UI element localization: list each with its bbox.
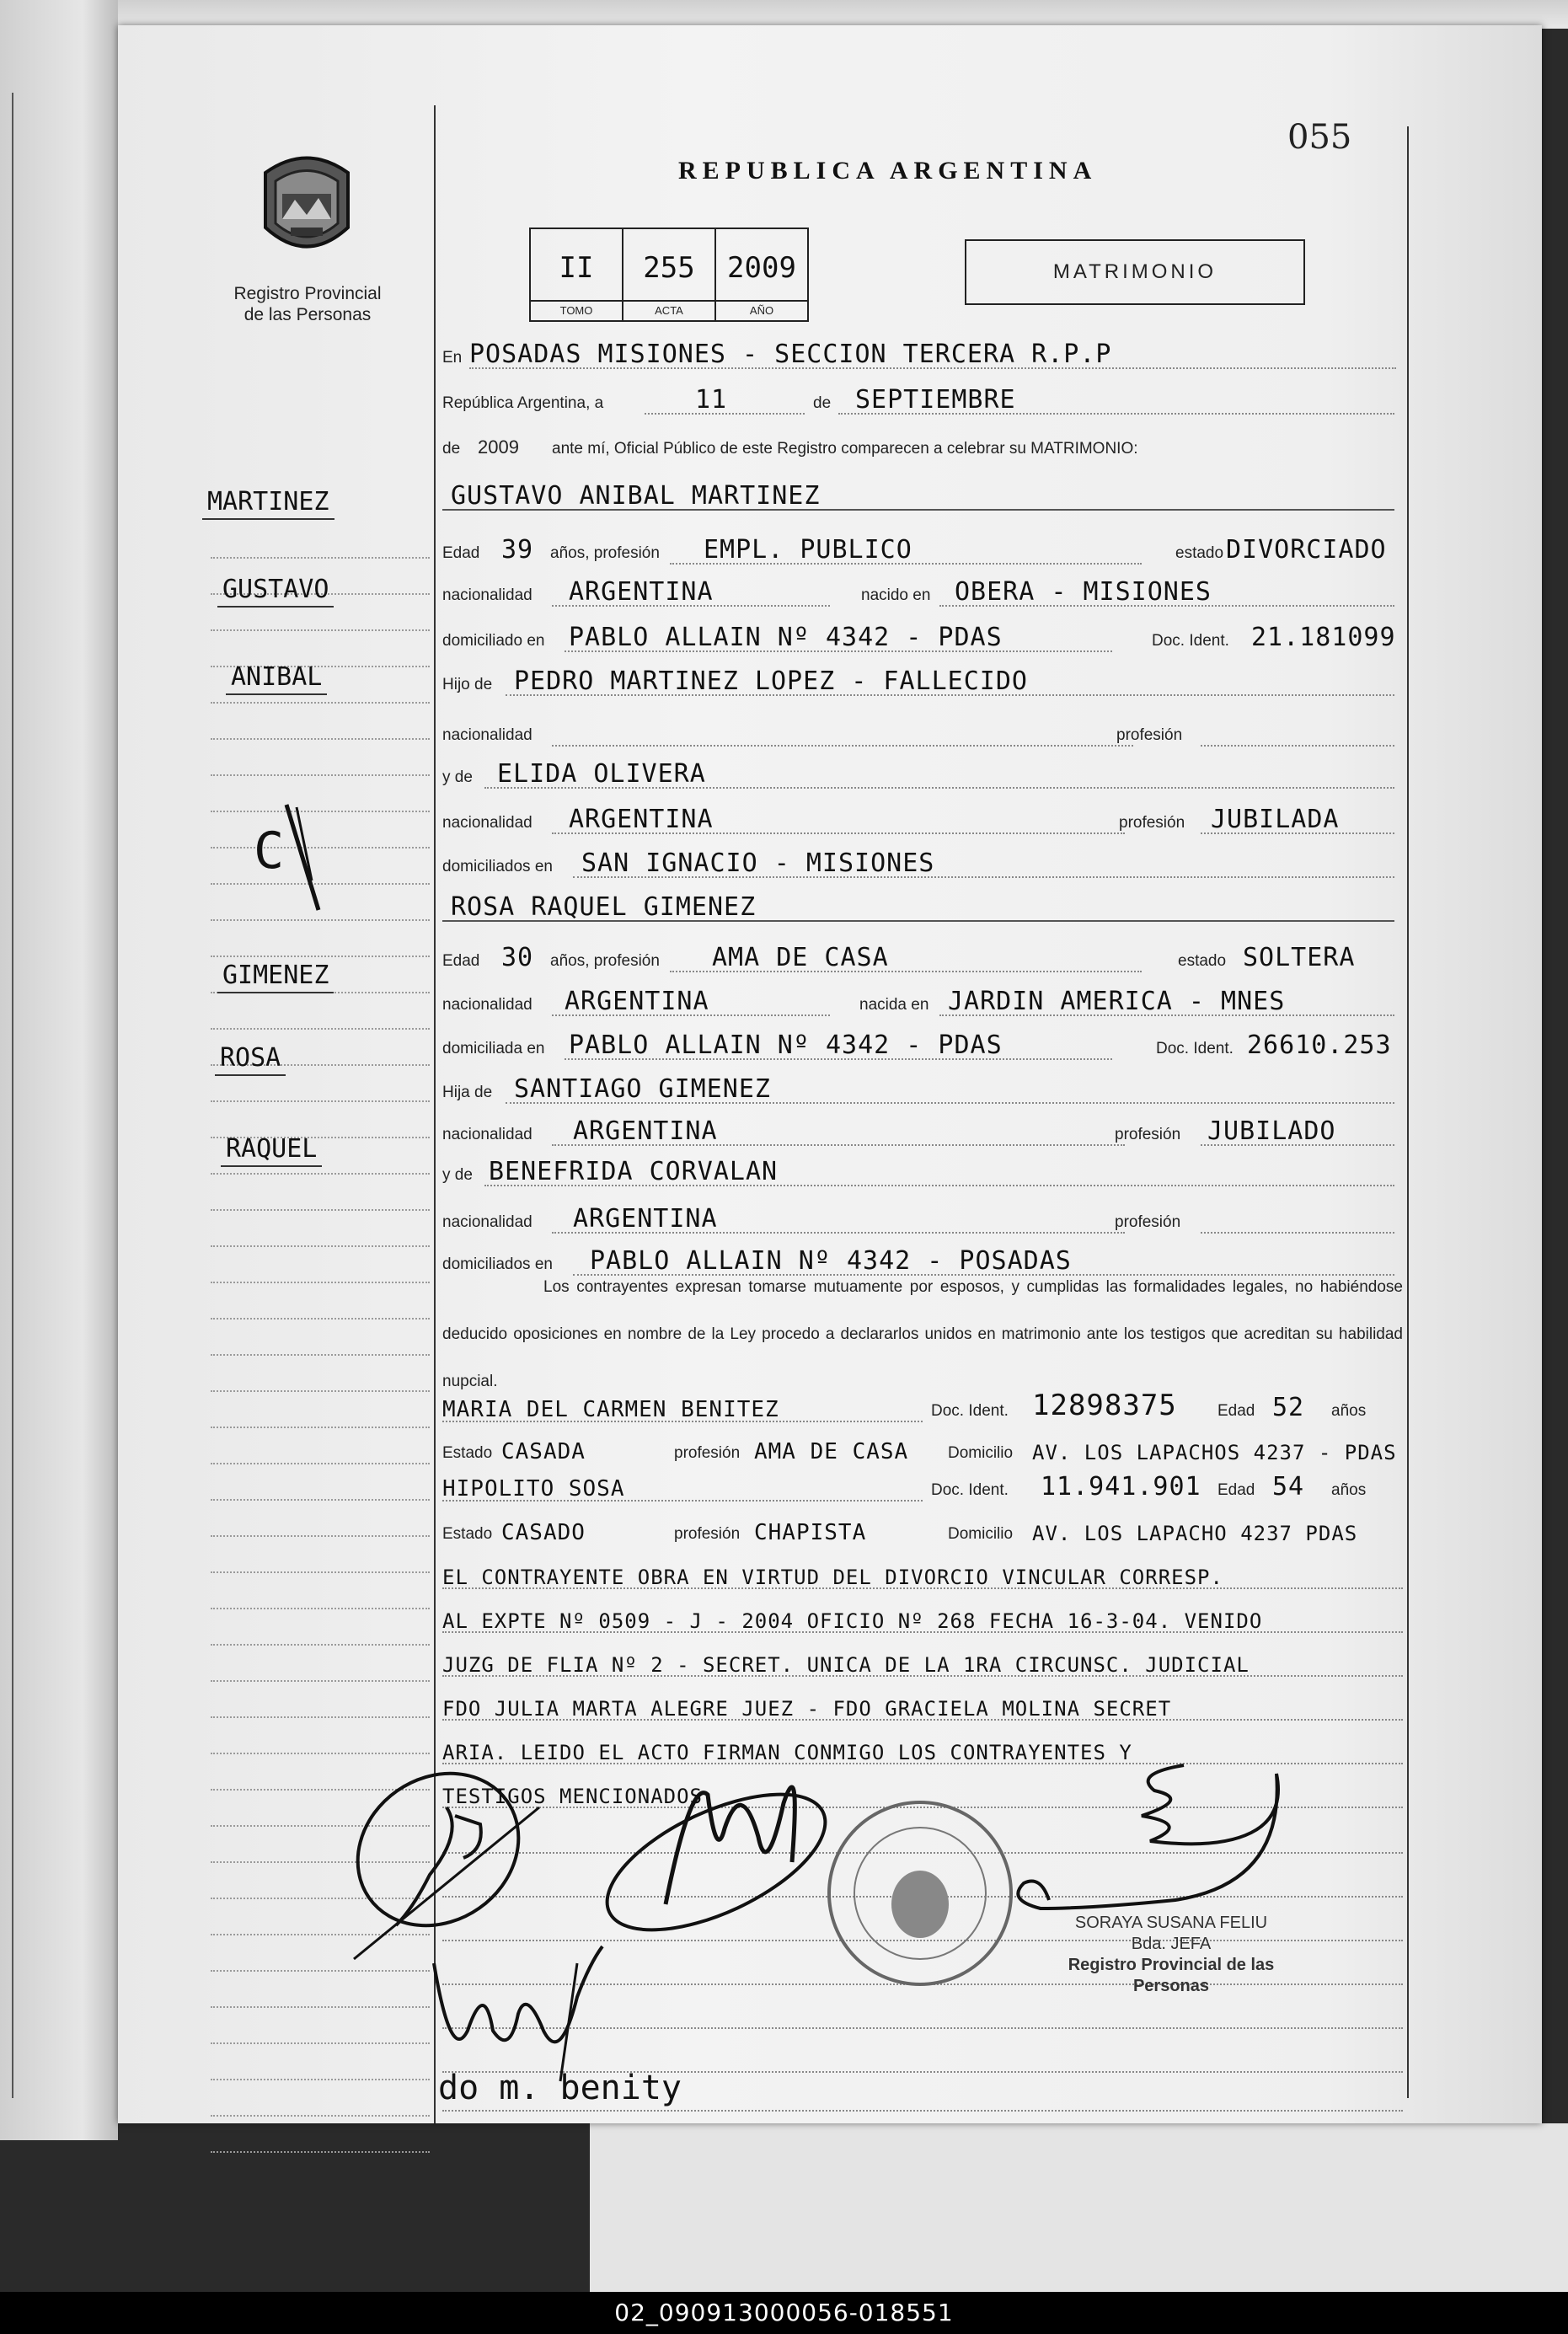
groom-doc-label: Doc. Ident. bbox=[1152, 632, 1229, 650]
bride-mother-nac: ARGENTINA bbox=[573, 1204, 718, 1234]
bride-nacida-label: nacida en bbox=[859, 996, 929, 1014]
official-stamp bbox=[1041, 1913, 1302, 1997]
margin-line bbox=[211, 1392, 430, 1428]
bride-profesion-label: años, profesión bbox=[550, 952, 660, 970]
note-line: TESTIGOS MENCIONADOS bbox=[442, 1775, 1403, 1812]
underlying-sheet bbox=[590, 2123, 1568, 2292]
record-number-box bbox=[531, 228, 809, 322]
witness2-row bbox=[442, 1468, 1403, 1505]
margin-line bbox=[211, 993, 430, 1030]
groom-hijo-label: Hijo de bbox=[442, 676, 493, 693]
witness2-edad-label: Edad bbox=[1217, 1481, 1255, 1499]
margin-line bbox=[211, 1718, 430, 1754]
date-year: 2009 bbox=[478, 436, 519, 458]
bride-parents-dom-label: domiciliados en bbox=[442, 1255, 553, 1273]
margin-line bbox=[211, 921, 430, 957]
groom-profesion-label: años, profesión bbox=[550, 544, 660, 562]
registry-label bbox=[211, 283, 404, 325]
year-de-label: de bbox=[442, 440, 461, 458]
place-row bbox=[442, 335, 1403, 372]
anio-value: 2009 bbox=[727, 251, 796, 285]
groom-parents-dom-label: domiciliados en bbox=[442, 858, 553, 875]
margin-bride-second: RAQUEL bbox=[221, 1134, 322, 1167]
right-border bbox=[1407, 126, 1409, 2098]
page-heading: REPUBLICA ARGENTINA bbox=[678, 157, 1098, 185]
bride-father-row bbox=[442, 1070, 1403, 1107]
bride-nacionalidad: ARGENTINA bbox=[565, 987, 709, 1016]
groom-edad-label: Edad bbox=[442, 544, 480, 562]
witness1-row bbox=[442, 1389, 1403, 1426]
bride-nacida: JARDIN AMERICA - MNES bbox=[948, 987, 1286, 1016]
provincial-seal-icon bbox=[257, 147, 356, 265]
bride-address-row bbox=[442, 1026, 1403, 1063]
act-type-box: MATRIMONIO bbox=[965, 239, 1305, 305]
bride-estado-label: estado bbox=[1178, 952, 1227, 970]
note-line: AL EXPTE Nº 0509 - J - 2004 OFICIO Nº 268 FECHA 16-3-04. VENIDO bbox=[442, 1599, 1403, 1636]
margin-line bbox=[211, 1283, 430, 1320]
witness1-estado: CASADA bbox=[501, 1439, 586, 1464]
margin-line bbox=[211, 2008, 430, 2044]
place-label: En bbox=[442, 349, 463, 367]
margin-line bbox=[211, 1102, 430, 1138]
margin-line bbox=[211, 1537, 430, 1573]
witness2-estado: CASADO bbox=[501, 1520, 586, 1545]
bride-name-row bbox=[442, 888, 1394, 925]
bride-hija-label: Hija de bbox=[442, 1084, 493, 1101]
groom-father-nationality-row bbox=[442, 713, 1403, 750]
bride-mother: BENEFRIDA CORVALAN bbox=[489, 1157, 779, 1186]
groom-mother-nac-label: nacionalidad bbox=[442, 814, 532, 832]
witness1-anios-label: años bbox=[1331, 1402, 1367, 1420]
margin-line bbox=[211, 2117, 430, 2153]
margin-line bbox=[211, 740, 430, 776]
margin-line bbox=[211, 1573, 430, 1609]
date-de-label: de bbox=[813, 394, 832, 412]
witness2-estado-label: Estado bbox=[442, 1525, 493, 1543]
date-prefix-label: República Argentina, a bbox=[442, 394, 604, 412]
witness1-domicilio-label: Domicilio bbox=[948, 1444, 1014, 1462]
margin-groom-first: GUSTAVO bbox=[217, 575, 334, 608]
tomo-value: II bbox=[559, 251, 594, 285]
tomo-label: TOMO bbox=[531, 300, 622, 320]
year-row bbox=[442, 426, 1403, 463]
bride-father-nac: ARGENTINA bbox=[573, 1116, 718, 1146]
bride-father-nac-label: nacionalidad bbox=[442, 1126, 532, 1143]
bride-doc-label: Doc. Ident. bbox=[1156, 1040, 1234, 1057]
groom-father: PEDRO MARTINEZ LOPEZ - FALLECIDO bbox=[514, 666, 1028, 696]
margin-line bbox=[211, 2044, 430, 2080]
groom-nacionalidad: ARGENTINA bbox=[569, 577, 714, 607]
bride-father-prof-label: profesión bbox=[1115, 1126, 1181, 1143]
margin-line bbox=[211, 1972, 430, 2008]
anio-cell bbox=[714, 228, 809, 322]
margin-line bbox=[211, 1175, 430, 1211]
registry-label-line1: Registro Provincial bbox=[233, 284, 382, 303]
date-row bbox=[442, 381, 1403, 418]
witness2-doc: 11.941.901 bbox=[1041, 1472, 1201, 1502]
groom-estado-label: estado bbox=[1175, 544, 1224, 562]
witness2-profesion: CHAPISTA bbox=[754, 1520, 867, 1545]
bride-nationality-row bbox=[442, 982, 1403, 1020]
signature-witness-bottom: do m. benity bbox=[438, 2069, 682, 2107]
groom-name-row bbox=[442, 477, 1394, 514]
bride-nacionalidad-label: nacionalidad bbox=[442, 996, 532, 1014]
acta-cell bbox=[622, 228, 716, 322]
place-value: POSADAS MISIONES - SECCION TERCERA R.P.P bbox=[469, 340, 1112, 369]
bride-estado: SOLTERA bbox=[1243, 943, 1356, 972]
note-line: ARIA. LEIDO EL ACTO FIRMAN CONMIGO LOS CONTRAYENTES Y bbox=[442, 1731, 1403, 1768]
margin-line bbox=[211, 1464, 430, 1501]
groom-mother: ELIDA OLIVERA bbox=[497, 759, 706, 789]
declaration-text: Los contrayentes expresan tomarse mutuamente por esposos, y cumplidas las formalidades legales, no habiéndose deducido oposiciones en nombre de la Ley procedo a declararlos unidos en matrimonio ante los testigos que acreditan su habilidad nupcial. bbox=[442, 1278, 1403, 1390]
groom-estado: DIVORCIADO bbox=[1226, 535, 1387, 565]
bride-father: SANTIAGO GIMENEZ bbox=[514, 1074, 771, 1104]
margin-line bbox=[211, 1609, 430, 1646]
bride-father-prof: JUBILADO bbox=[1207, 1116, 1336, 1146]
groom-mother-nac: ARGENTINA bbox=[569, 805, 714, 834]
bride-doc: 26610.253 bbox=[1247, 1030, 1392, 1060]
date-statement: ante mí, Oficial Público de este Registro comparecen a celebrar su MATRIMONIO: bbox=[552, 440, 1138, 458]
witness1-doc-label: Doc. Ident. bbox=[931, 1402, 1009, 1420]
groom-mother-prof: JUBILADA bbox=[1211, 805, 1340, 834]
facing-page bbox=[0, 0, 118, 2140]
witness2-anios-label: años bbox=[1331, 1481, 1367, 1499]
groom-nacido-label: nacido en bbox=[861, 586, 931, 604]
witness2-domicilio-label: Domicilio bbox=[948, 1525, 1014, 1543]
margin-line bbox=[211, 1320, 430, 1356]
groom-edad: 39 bbox=[501, 535, 534, 565]
bride-age-row bbox=[442, 939, 1403, 976]
groom-name: GUSTAVO ANIBAL MARTINEZ bbox=[451, 481, 821, 511]
official-round-stamp bbox=[821, 1795, 1019, 1993]
date-day: 11 bbox=[695, 385, 728, 415]
bride-profesion: AMA DE CASA bbox=[712, 943, 889, 972]
bride-edad-label: Edad bbox=[442, 952, 480, 970]
groom-profesion: EMPL. PUBLICO bbox=[704, 535, 912, 565]
groom-father-prof-label: profesión bbox=[1116, 726, 1183, 744]
margin-groom-second: ANIBAL bbox=[226, 662, 327, 695]
margin-line bbox=[211, 704, 430, 740]
margin-line bbox=[211, 1501, 430, 1537]
witness1-edad-label: Edad bbox=[1217, 1402, 1255, 1420]
folio-number: 055 bbox=[1287, 118, 1352, 157]
witness2-doc-label: Doc. Ident. bbox=[931, 1481, 1009, 1499]
bride-mother-nationality-row bbox=[442, 1200, 1403, 1237]
witness1-estado-label: Estado bbox=[442, 1444, 493, 1462]
margin-line bbox=[211, 2080, 430, 2117]
groom-mother-nationality-row bbox=[442, 800, 1403, 838]
bride-domicilio-label: domiciliada en bbox=[442, 1040, 545, 1057]
groom-mother-row bbox=[442, 755, 1403, 792]
groom-address-row bbox=[442, 618, 1403, 656]
registry-label-line2: de las Personas bbox=[243, 305, 372, 324]
groom-nacido: OBERA - MISIONES bbox=[955, 577, 1212, 607]
groom-domicilio: PABLO ALLAIN Nº 4342 - PDAS bbox=[569, 623, 1003, 652]
acta-value: 255 bbox=[643, 251, 695, 285]
margin-line bbox=[211, 1428, 430, 1464]
witness2-profesion-label: profesión bbox=[674, 1525, 741, 1543]
bride-mother-row bbox=[442, 1153, 1403, 1190]
bride-name: ROSA RAQUEL GIMENEZ bbox=[451, 892, 757, 922]
margin-line bbox=[211, 1356, 430, 1392]
margin-line bbox=[211, 1682, 430, 1718]
stamp-name: SORAYA SUSANA FELIU bbox=[1074, 1914, 1268, 1932]
stamp-role: Bda. JEFA bbox=[1131, 1935, 1212, 1953]
note-line: JUZG DE FLIA Nº 2 - SECRET. UNICA DE LA 1RA CIRCUNSC. JUDICIAL bbox=[442, 1643, 1403, 1680]
date-month: SEPTIEMBRE bbox=[855, 385, 1016, 415]
groom-nationality-row bbox=[442, 573, 1403, 610]
witness1-detail-row bbox=[442, 1431, 1403, 1468]
margin-groom-surname: MARTINEZ bbox=[202, 487, 334, 520]
acta-label: ACTA bbox=[623, 300, 714, 320]
bride-parents-dom: PABLO ALLAIN Nº 4342 - POSADAS bbox=[590, 1246, 1072, 1276]
groom-doc: 21.181099 bbox=[1251, 623, 1396, 652]
margin-line bbox=[211, 1247, 430, 1283]
witness1-domicilio: AV. LOS LAPACHOS 4237 - PDAS bbox=[1032, 1441, 1397, 1464]
bride-edad: 30 bbox=[501, 943, 534, 972]
margin-line bbox=[211, 522, 430, 559]
groom-mother-prof-label: profesión bbox=[1119, 814, 1185, 832]
witness2-edad: 54 bbox=[1272, 1472, 1305, 1502]
bride-mother-prof-label: profesión bbox=[1115, 1213, 1181, 1231]
stamp-office: Registro Provincial de las Personas bbox=[1068, 1956, 1275, 1995]
witness1-edad: 52 bbox=[1272, 1393, 1305, 1422]
tomo-cell bbox=[529, 228, 623, 322]
margin-bride-first: ROSA bbox=[215, 1043, 286, 1076]
witness1-name: MARIA DEL CARMEN BENITEZ bbox=[442, 1397, 779, 1422]
scan-footer bbox=[0, 2292, 1568, 2334]
bride-yde-label: y de bbox=[442, 1166, 473, 1184]
bride-father-nationality-row bbox=[442, 1112, 1403, 1149]
margin-slash-mark bbox=[278, 800, 329, 918]
groom-parents-address-row bbox=[442, 844, 1403, 881]
signature-witness bbox=[590, 1744, 843, 1955]
scan-id: 02_090913000056-018551 bbox=[614, 2299, 954, 2326]
groom-father-nac-label: nacionalidad bbox=[442, 726, 532, 744]
groom-nacionalidad-label: nacionalidad bbox=[442, 586, 532, 604]
anio-label: AÑO bbox=[716, 300, 807, 320]
witness2-name: HIPOLITO SOSA bbox=[442, 1476, 625, 1502]
margin-line bbox=[211, 1211, 430, 1247]
bride-mother-nac-label: nacionalidad bbox=[442, 1213, 532, 1231]
witness2-detail-row bbox=[442, 1512, 1403, 1549]
margin-line bbox=[211, 1646, 430, 1682]
witness2-domicilio: AV. LOS LAPACHO 4237 PDAS bbox=[1032, 1522, 1358, 1545]
groom-age-row bbox=[442, 531, 1403, 568]
book-edge bbox=[118, 0, 1568, 29]
groom-domicilio-label: domiciliado en bbox=[442, 632, 545, 650]
groom-yde-label: y de bbox=[442, 768, 473, 786]
groom-father-row bbox=[442, 662, 1403, 699]
witness1-profesion-label: profesión bbox=[674, 1444, 741, 1462]
witness1-profesion: AMA DE CASA bbox=[754, 1439, 909, 1464]
margin-connector: C bbox=[254, 822, 285, 881]
note-line: FDO JULIA MARTA ALEGRE JUEZ - FDO GRACIELA MOLINA SECRET bbox=[442, 1687, 1403, 1724]
bride-domicilio: PABLO ALLAIN Nº 4342 - PDAS bbox=[569, 1030, 1003, 1060]
margin-bride-surname: GIMENEZ bbox=[217, 961, 334, 993]
note-line: EL CONTRAYENTE OBRA EN VIRTUD DEL DIVORCIO VINCULAR CORRESP. bbox=[442, 1555, 1403, 1593]
groom-parents-dom: SAN IGNACIO - MISIONES bbox=[581, 848, 935, 878]
witness1-doc: 12898375 bbox=[1032, 1389, 1177, 1422]
